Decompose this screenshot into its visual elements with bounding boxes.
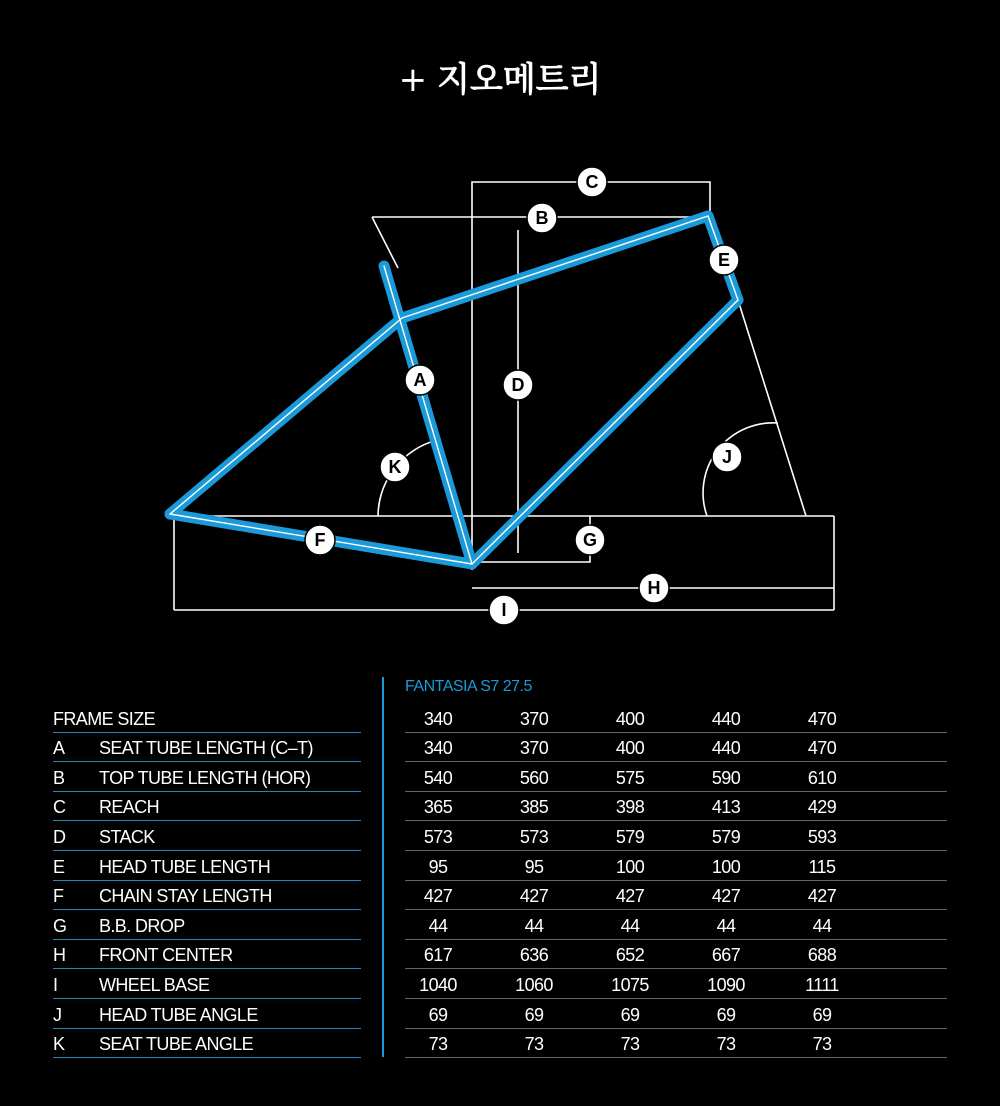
table-cell: 95: [428, 856, 448, 877]
frame-size-value: 340: [423, 708, 453, 729]
label-d-marker: [503, 370, 533, 400]
table-row-values-f: [405, 880, 947, 911]
row-key: J: [53, 1004, 62, 1025]
table-cell: 44: [620, 915, 640, 936]
frame-size-value: 400: [615, 708, 645, 729]
label-f: F: [314, 530, 326, 550]
frame-size-values-row: [405, 702, 947, 733]
table-row-label-a: [53, 732, 361, 763]
label-a: A: [413, 370, 427, 390]
row-key: B: [53, 767, 65, 788]
table-row-label-g: [53, 909, 361, 940]
label-c-marker: [577, 167, 607, 197]
table-cell: 573: [519, 826, 549, 847]
row-key: G: [53, 915, 67, 936]
label-g: G: [582, 530, 598, 550]
table-cell: 73: [620, 1034, 640, 1055]
label-e-marker: [709, 245, 739, 275]
row-label: WHEEL BASE: [99, 974, 210, 995]
table-cell: 44: [524, 915, 544, 936]
table-cell: 579: [615, 826, 645, 847]
table-cell: 413: [711, 797, 741, 818]
table-cell: 617: [423, 945, 453, 966]
row-key: D: [53, 826, 66, 847]
table-cell: 44: [812, 915, 832, 936]
table-row-values-d: [405, 820, 947, 851]
table-cell: 470: [807, 738, 837, 759]
table-row-values-i: [405, 968, 947, 999]
table-cell: 44: [428, 915, 448, 936]
bike-frame: [170, 216, 738, 564]
label-k: K: [388, 457, 402, 477]
row-label: CHAIN STAY LENGTH: [99, 886, 272, 907]
table-row-label-f: [53, 880, 361, 911]
table-cell: 667: [711, 945, 741, 966]
table-cell: 440: [711, 738, 741, 759]
table-row-label-d: [53, 820, 361, 851]
row-key: F: [53, 886, 64, 907]
table-cell: 73: [812, 1034, 832, 1055]
table-cell: 636: [519, 945, 549, 966]
table-row-label-j: [53, 998, 361, 1029]
table-cell: 1111: [805, 974, 839, 995]
label-h: H: [647, 578, 661, 598]
table-row-label-i: [53, 968, 361, 999]
row-label: B.B. DROP: [99, 915, 185, 936]
table-cell: 575: [615, 767, 645, 788]
row-key: K: [53, 1034, 65, 1055]
title-plus: +: [398, 60, 428, 100]
label-a-marker: [405, 365, 435, 395]
table-cell: 69: [524, 1004, 544, 1025]
table-row-values-b: [405, 761, 947, 792]
table-cell: 1040: [419, 974, 457, 995]
row-label: SEAT TUBE LENGTH (C–T): [99, 738, 313, 759]
label-j: J: [721, 447, 733, 467]
table-divider: [382, 677, 384, 1057]
row-label: REACH: [99, 797, 160, 818]
label-h-marker: [639, 573, 669, 603]
label-j-marker: [712, 442, 742, 472]
model-name: FANTASIA S7 27.5: [405, 678, 532, 695]
table-cell: 115: [808, 856, 836, 877]
frame-size-header-row: [53, 702, 361, 733]
frame-size-value: 440: [711, 708, 741, 729]
table-cell: 688: [807, 945, 837, 966]
table-row-label-b: [53, 761, 361, 792]
table-cell: 400: [615, 738, 645, 759]
frame-size-value: 370: [519, 708, 549, 729]
row-key: I: [53, 974, 58, 995]
table-cell: 95: [524, 856, 544, 877]
table-cell: 590: [711, 767, 741, 788]
label-g-marker: [575, 525, 605, 555]
table-cell: 100: [615, 856, 645, 877]
table-row-label-h: [53, 939, 361, 970]
table-cell: 73: [716, 1034, 736, 1055]
table-cell: 365: [423, 797, 453, 818]
measurement-lines: [174, 182, 834, 610]
row-label: HEAD TUBE LENGTH: [99, 856, 271, 877]
label-e: E: [717, 250, 731, 270]
table-cell: 73: [428, 1034, 448, 1055]
table-cell: 427: [519, 886, 549, 907]
table-cell: 427: [807, 886, 837, 907]
table-cell: 69: [428, 1004, 448, 1025]
table-cell: 385: [519, 797, 549, 818]
table-cell: 73: [524, 1034, 544, 1055]
table-row-values-a: [405, 732, 947, 763]
label-b-marker: [527, 203, 557, 233]
table-row-label-c: [53, 791, 361, 822]
table-cell: 652: [615, 945, 645, 966]
label-b: B: [535, 208, 549, 228]
table-cell: 579: [711, 826, 741, 847]
row-key: C: [53, 797, 66, 818]
row-label: SEAT TUBE ANGLE: [99, 1034, 254, 1055]
label-i: I: [501, 600, 507, 620]
fork-axis-line: [738, 300, 806, 516]
table-cell: 69: [812, 1004, 832, 1025]
table-row-label-e: [53, 850, 361, 881]
table-cell: 1075: [611, 974, 649, 995]
table-cell: 427: [615, 886, 645, 907]
row-label: TOP TUBE LENGTH (HOR): [99, 767, 311, 788]
table-cell: 573: [423, 826, 453, 847]
table-cell: 1090: [707, 974, 745, 995]
row-key: H: [53, 945, 66, 966]
table-cell: 340: [423, 738, 453, 759]
table-cell: 540: [423, 767, 453, 788]
label-f-marker: [305, 525, 335, 555]
table-row-values-h: [405, 939, 947, 970]
label-k-marker: [380, 452, 410, 482]
title-text: 지오메트리: [437, 60, 602, 100]
table-cell: 593: [807, 826, 837, 847]
table-row-values-j: [405, 998, 947, 1029]
row-label: STACK: [99, 826, 155, 847]
table-row-values-e: [405, 850, 947, 881]
table-cell: 44: [716, 915, 736, 936]
row-key: A: [53, 738, 65, 759]
label-d: D: [511, 375, 525, 395]
table-cell: 427: [711, 886, 741, 907]
table-cell: 398: [615, 797, 645, 818]
label-i-marker: [489, 595, 519, 625]
table-row-values-c: [405, 791, 947, 822]
table-row-values-k: [405, 1028, 947, 1059]
table-cell: 429: [807, 797, 837, 818]
table-cell: 560: [519, 767, 549, 788]
table-row-label-k: [53, 1028, 361, 1059]
row-label: HEAD TUBE ANGLE: [99, 1004, 258, 1025]
table-cell: 69: [716, 1004, 736, 1025]
table-cell: 100: [711, 856, 741, 877]
frame-size-value: 470: [807, 708, 837, 729]
table-cell: 427: [423, 886, 453, 907]
table-cell: 69: [620, 1004, 640, 1025]
table-cell: 370: [519, 738, 549, 759]
table-row-values-g: [405, 909, 947, 940]
label-c: C: [585, 172, 599, 192]
row-key: E: [53, 856, 65, 877]
table-cell: 610: [807, 767, 837, 788]
frame-size-label: FRAME SIZE: [53, 708, 156, 729]
seat-tube-extension-line: [372, 217, 398, 268]
head-tube-angle-arc: [703, 423, 778, 516]
table-cell: 1060: [515, 974, 553, 995]
row-label: FRONT CENTER: [99, 945, 233, 966]
